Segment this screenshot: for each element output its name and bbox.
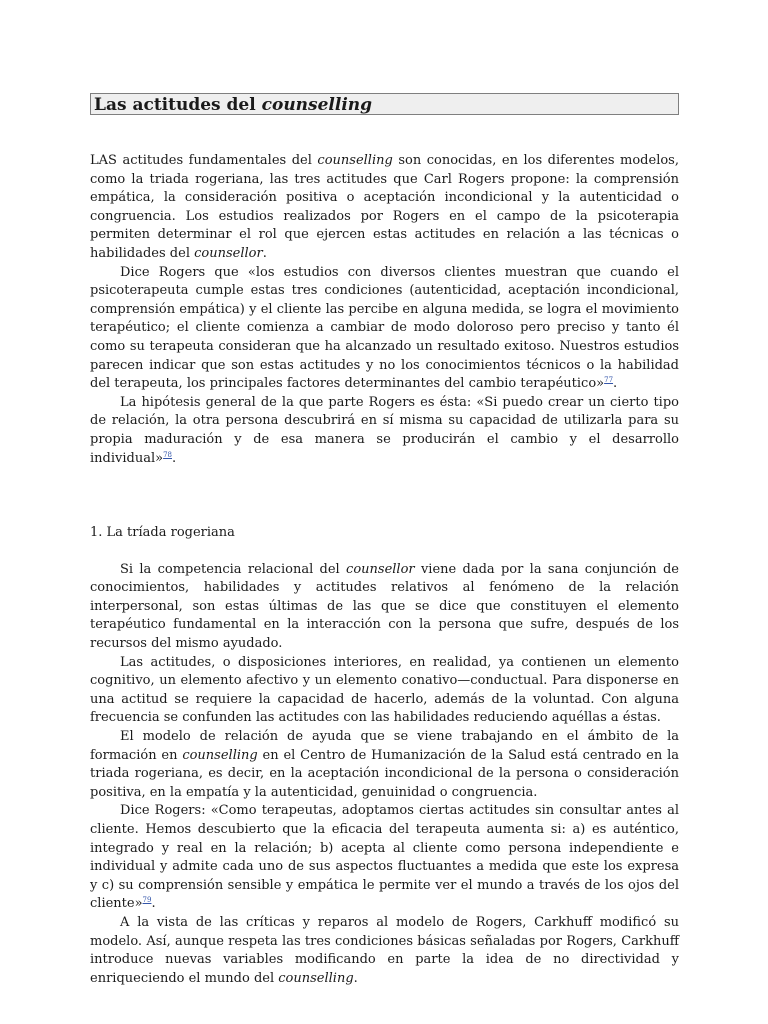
text-run: Dice Rogers: «Como terapeutas, adoptamos ciertas actitudes sin consultar antes al cliente. Hemos descubierto que la eficacia del terapeuta aumenta si: a) es auténtico, integrado y real en la relación; b) acepta al cliente como persona independiente e individual y admite cada uno de sus aspectos fluctuantes a medida que este los expresa y c) su comprensión sensible y empática le permite ver el mundo a través de los ojos del cliente» — [90, 803, 679, 912]
paragraph-section-2 — [90, 654, 679, 728]
text-run: Si la competencia relacional del — [120, 561, 347, 577]
text-run: . — [172, 450, 177, 466]
italic-term: counselling — [317, 153, 393, 168]
italic-term: counselling — [278, 970, 354, 986]
paragraph-section-1 — [90, 561, 679, 654]
text-run: . — [353, 970, 358, 986]
chapter-title-plain: Las actitudes del — [94, 95, 262, 115]
text-run: . — [613, 376, 618, 392]
paragraph-section-5 — [90, 914, 679, 988]
paragraph-section-3 — [90, 728, 679, 802]
text-run: Dice Rogers que «los estudios con diversos clientes muestran que cuando el psicoterapeuta cumple estas tres condiciones (autenticidad, aceptación incondicional, comprensión empática) y el cliente las percibe en alguna medida, se logra el movimiento terapéutico; el cliente comienza a cambiar de modo doloroso pero preciso y tanto él como su terapeuta consideran que ha alcanzado un resultado exitoso. Nuestros estudios parecen indicar que son estas actitudes y no los conocimientos técnicos o la habilidad del terapeuta, los principales factores determinantes del cambio terapéutico» — [90, 264, 679, 392]
text-run: LAS actitudes fundamentales del — [90, 153, 318, 168]
document-body — [90, 152, 679, 988]
text-run: El modelo de relación de ayuda que se viene trabajando en el ámbito de la formación en — [90, 729, 679, 763]
italic-term: counselling — [182, 747, 258, 763]
footnote-link-77[interactable]: 77 — [604, 376, 614, 385]
paragraph-intro-2 — [90, 264, 679, 394]
text-run: La hipótesis general de la que parte Rogers es ésta: «Si puedo crear un cierto tipo de relación, la otra persona descubrirá en sí misma su capacidad de utilizarla para su propia maduración y de esa manera se producirán el cambio y el desarrollo individual» — [90, 394, 679, 466]
text-run: son conocidas, en los diferentes modelos, como la triada rogeriana, las tres actitudes que Carl Rogers propone: la comprensión empática, la consideración positiva o aceptación incondicional y la autenticidad o congruencia. Los estudios realizados por Rogers en el campo de la psicoterapia permiten determinar el rol que ejercen estas actitudes en relación a las técnicas o habilidades del — [90, 153, 679, 261]
italic-term: counsellor — [194, 245, 263, 261]
chapter-title-italic: counselling — [261, 95, 373, 115]
paragraph-intro-3 — [90, 394, 679, 468]
text-run: . — [262, 245, 267, 261]
text-run: viene dada por la sana conjunción de conocimientos, habilidades y actitudes relativos al fenómeno de la relación interpersonal, son estas últimas de las que se dice que constituyen el elemento terapéutico fundamental en la interacción con la persona que sufre, después de los recursos del mismo ayudado. — [90, 561, 679, 652]
footnote-link-79[interactable]: 79 — [142, 896, 152, 905]
italic-term: counsellor — [346, 561, 415, 577]
paragraph-section-4 — [90, 802, 679, 914]
paragraph-intro-1 — [90, 152, 679, 264]
text-run: Las actitudes, o disposiciones interiores, en realidad, ya contienen un elemento cognitivo, un elemento afectivo y un elemento conativo—conductual. Para disponerse en una actitud se requiere la capacidad de hacerlo, además de la voluntad. Con alguna frecuencia se confunden las actitudes con las habilidades reduciendo aquéllas a éstas. — [90, 654, 679, 726]
footnote-link-78[interactable]: 78 — [163, 450, 172, 459]
section-heading: 1. La tríada rogeriana — [90, 525, 235, 541]
text-run: . — [151, 896, 156, 912]
text-run: A la vista de las críticas y reparos al modelo de Rogers, Carkhuff modificó su modelo. Así, aunque respeta las tres condiciones básicas señaladas por Rogers, Carkhuff introduce nuevas variables modificando en parte la idea de no directividad y enriqueciendo el mundo del — [90, 914, 679, 986]
chapter-title — [90, 93, 679, 115]
document-page — [90, 93, 679, 988]
text-run: en el Centro de Humanización de la Salud está centrado en la triada rogeriana, es decir, en la aceptación incondicional de la persona o consideración positiva, en la empatía y la autenticidad, genuinidad o congruencia. — [90, 747, 679, 800]
